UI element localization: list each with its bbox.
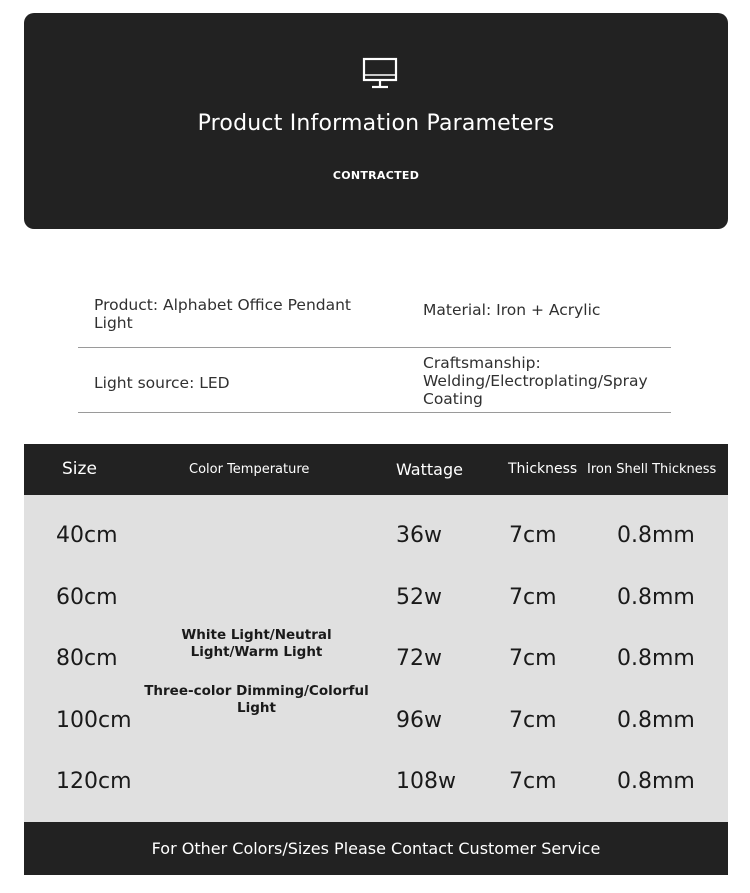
table-row [24,701,728,741]
material: Material: Iron + Acrylic [423,301,601,319]
header-color-temperature: Color Temperature [189,462,310,477]
cell-wattage: 36w [396,523,442,548]
header-size: Size [62,459,97,479]
spec-table-header [24,444,728,495]
cell-wattage: 108w [396,769,456,794]
cell-wattage: 52w [396,585,442,610]
table-row [24,516,728,556]
color-temperature-options: White Light/Neutral Light/Warm Light [181,627,332,660]
cell-thickness: 7cm [509,523,557,548]
cell-size: 120cm [56,769,132,794]
cell-thickness: 7cm [509,646,557,671]
dimming-options: Three-color Dimming/Colorful Light [144,683,369,716]
craftsmanship: Craftsmanship: Welding/Electroplating/Spray Coating [423,354,648,408]
page-title: Product Information Parameters [197,111,555,136]
cell-iron-shell: 0.8mm [617,646,695,671]
header-iron-shell-thickness: Iron Shell Thickness [587,462,717,477]
page-subtitle: CONTRACTED [332,169,420,182]
monitor-icon [362,57,398,91]
footer-banner: For Other Colors/Sizes Please Contact Customer Service [24,822,728,875]
cell-wattage: 72w [396,646,442,671]
cell-iron-shell: 0.8mm [617,523,695,548]
cell-size: 80cm [56,646,118,671]
header-thickness: Thickness [508,461,578,477]
spec-table-body [24,495,728,822]
table-row [24,578,728,618]
cell-thickness: 7cm [509,708,557,733]
cell-iron-shell: 0.8mm [617,708,695,733]
cell-iron-shell: 0.8mm [617,769,695,794]
info-row [78,287,671,348]
info-table [78,287,671,413]
table-row [24,762,728,802]
cell-size: 40cm [56,523,118,548]
header-wattage: Wattage [396,460,463,479]
light-source: Light source: LED [94,374,230,392]
table-row [24,639,728,679]
cell-size: 100cm [56,708,132,733]
info-row [78,348,671,413]
cell-thickness: 7cm [509,769,557,794]
product-name: Product: Alphabet Office Pendant Light [94,296,352,332]
cell-size: 60cm [56,585,118,610]
cell-thickness: 7cm [509,585,557,610]
header-banner [24,13,728,229]
cell-wattage: 96w [396,708,442,733]
cell-iron-shell: 0.8mm [617,585,695,610]
